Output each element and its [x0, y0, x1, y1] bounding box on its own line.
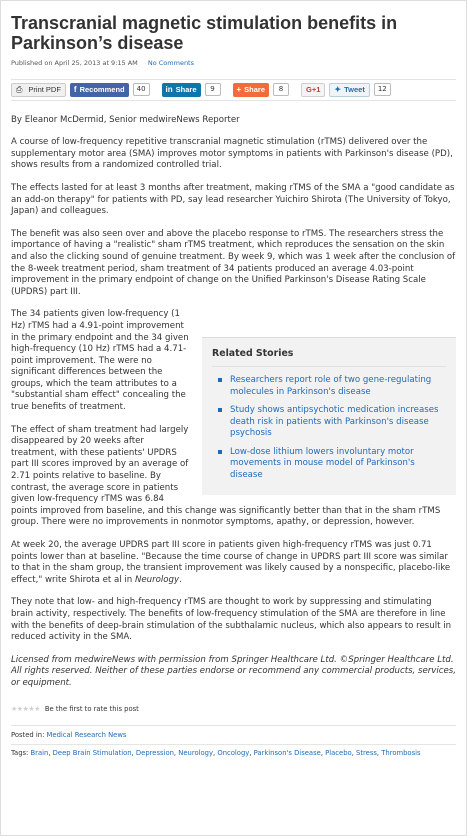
rating-prompt: Be the first to rate this post	[44, 704, 139, 713]
rating-stars-icon[interactable]: ★★★★★	[11, 704, 40, 713]
printer-icon: ⎙	[16, 84, 23, 94]
related-stories-heading: Related Stories	[212, 348, 446, 367]
license-note: Licensed from medwireNews with permission from Springer Healthcare Ltd. ©Springer Healthcare Ltd. All rights reserved. Neither of these parties endorse or recommend any commercial products, services, or equipment.	[11, 654, 457, 688]
tag-link[interactable]: Brain	[30, 749, 49, 758]
print-pdf-button[interactable]	[11, 83, 66, 97]
comments-link[interactable]: No Comments	[147, 59, 194, 67]
related-story-item	[230, 447, 446, 482]
post-footer	[11, 725, 456, 759]
share-button[interactable]	[233, 83, 270, 97]
posted-in	[11, 730, 456, 741]
article-meta	[11, 58, 456, 70]
rating-widget	[11, 704, 456, 716]
linkedin-share-label: Share	[175, 84, 197, 94]
tweet-button[interactable]	[329, 83, 369, 97]
article-page	[1, 1, 466, 759]
byline: By Eleanor McDermid, Senior medwireNews Reporter	[11, 114, 240, 125]
related-story-item	[230, 405, 446, 440]
related-stories-list	[212, 375, 446, 482]
tag-link[interactable]: Stress	[356, 749, 377, 758]
related-stories-box	[202, 337, 456, 494]
print-pdf-label: Print PDF	[28, 84, 61, 94]
posted-in-label: Posted in:	[11, 731, 45, 740]
tag-link[interactable]: Thrombosis	[381, 749, 421, 758]
linkedin-share-button[interactable]	[162, 83, 201, 97]
share-plus-icon: +	[236, 84, 242, 94]
share-label: Share	[244, 84, 266, 94]
tweet-label: Tweet	[344, 84, 365, 94]
tags-list: Tags: Brain, Deep Brain Stimulation, Depression, Neurology, Oncology, Parkinson's Disease, Placebo, Stress, Thrombosis	[11, 744, 456, 759]
tag-link[interactable]: Deep Brain Stimulation	[52, 749, 132, 758]
article-paragraph-6: They note that low- and high-frequency rTMS are thought to work by suppressing and stimulating brain activity, respectively. The benefits of low-frequency stimulation of the SMA are therefore in line with the benefits of deep-brain stimulation of the subthalamic nucleus, which also appears to result in reduced activity in the SMA.	[11, 597, 452, 643]
tweet-count: 12	[374, 83, 391, 96]
journal-name: Neurology	[134, 574, 180, 585]
facebook-recommend-button[interactable]	[70, 83, 129, 97]
article-paragraph-5: The effect of sham treatment had largely disappeared by 20 weeks after treatment, with these patients' UPDRS part III scores improved by an average of 2.71 points relative to baseline. By contrast, the average score in patients given low-frequency rTMS was 6.84 points improved from baseline, and this change was significantly better than that in the sham rTMS group. There were no improvements in nonmotor symptoms, apathy, or depression, however.	[11, 424, 441, 528]
related-story-link-1[interactable]: Researchers report role of two gene-regulating molecules in Parkinson's disease	[230, 374, 432, 397]
tag-link[interactable]: Placebo	[325, 749, 352, 758]
facebook-recommend-label: Recommend	[79, 84, 125, 94]
facebook-icon: f	[73, 84, 77, 94]
article-paragraph-4: The 34 patients given low-frequency (1 Hz) rTMS had a 4.91-point improvement in the primary endpoint and the 34 given high-frequency (10 Hz) rTMS had a 4.71-point improvement. The were no significant differences between the groups, which the team attributes to a "substantial sham effect" concealing the true benefits of treatment.	[11, 309, 189, 413]
tags-label: Tags:	[11, 749, 29, 758]
related-story-link-3[interactable]: Low-dose lithium lowers involuntary motor movements in mouse model of Parkinson's disease	[230, 446, 415, 481]
facebook-count: 40	[133, 83, 150, 96]
linkedin-count: 9	[205, 83, 221, 96]
posted-category-link[interactable]: Medical Research News	[46, 731, 127, 740]
tag-link[interactable]: Parkinson's Disease	[253, 749, 321, 758]
article-paragraph-3: The benefit was also seen over and above the placebo response to rTMS. The researchers stress the importance of having a "realistic" sham rTMS treatment, which reproduces the sensation on the skin and also the clicking sound of genuine treatment. By week 9, which was 1 week after the conclusion of the 8-week treatment period, sham treatment of 34 patients produced an average 4.03-point improvement in the primary endpoint of change on the Unified Parkinson's Disease Rating Scale (UPDRS) part III.	[11, 228, 456, 297]
tag-link[interactable]: Depression	[135, 749, 174, 758]
google-plus-button[interactable]: G+1	[301, 83, 325, 97]
tag-link[interactable]: Oncology	[217, 749, 250, 758]
publish-date: Published on April 25, 2013 at 9:15 AM	[11, 59, 138, 67]
related-story-item	[230, 375, 446, 398]
article-paragraph-week20	[11, 540, 456, 586]
related-story-link-2[interactable]: Study shows antipsychotic medication increases death risk in patients with Parkinson's disease psychosis	[230, 405, 439, 439]
twitter-bird-icon: ✦	[334, 84, 342, 94]
article-paragraph-2: The effects lasted for at least 3 months after treatment, making rTMS of the SMA a "good candidate as an add-on therapy" for patients with PD, say lead researcher Yuichiro Shirota (The University of Tokyo, Japan) and colleagues.	[11, 182, 455, 217]
week20-end: .	[179, 574, 182, 585]
article-body	[11, 137, 456, 689]
share-count: 8	[273, 83, 289, 96]
week20-text: At week 20, the average UPDRS part III score in patients given high-frequency rTMS was just 0.71 points lower than at baseline. "Because the time course of change in UPDRS part III score was similar to that in the sham group, the transient improvement was likely caused by a nonspecific, placebo-like effect," write Shirota et al in	[11, 540, 451, 585]
linkedin-icon: in	[165, 84, 173, 94]
tag-link[interactable]: Neurology	[178, 749, 214, 758]
article-title: Transcranial magnetic stimulation benefits in Parkinson’s disease	[11, 13, 398, 53]
share-toolbar	[11, 79, 456, 101]
article-paragraph-1: A course of low-frequency repetitive transcranial magnetic stimulation (rTMS) delivered over the supplementary motor area (SMA) improves motor symptoms in patients with Parkinson's disease (PD), shows results from a randomized controlled trial.	[11, 137, 453, 171]
